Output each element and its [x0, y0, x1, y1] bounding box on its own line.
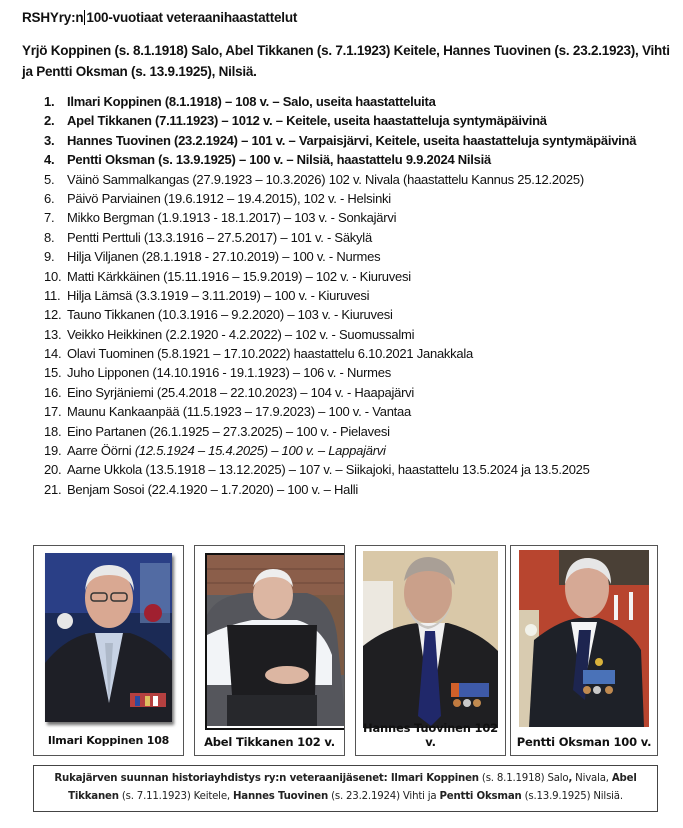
- portrait-photo-koppinen: [45, 553, 172, 722]
- list-number: 16.: [44, 384, 62, 400]
- list-text: Veikko Heikkinen (2.2.1920 - 4.2.2022) – 102 v. - Suomussalmi: [67, 326, 415, 342]
- photo-card-tikkanen: [194, 545, 345, 756]
- title-part-1: RSHYry:n: [22, 10, 84, 25]
- list-item: [44, 441, 676, 460]
- list-item: [44, 267, 676, 286]
- list-number: 13.: [44, 326, 62, 342]
- photo-caption: Ilmari Koppinen 108: [47, 734, 170, 747]
- list-number: 19.: [44, 443, 62, 459]
- caption-text-2: (s. 7.11.1923) Keitele,: [118, 791, 233, 802]
- list-number: 12.: [44, 307, 62, 323]
- title-part-2: 100-vuotiaat veteraanihaastattelut: [86, 10, 298, 25]
- list-item: [44, 460, 676, 479]
- photo-caption: Pentti Oksman 100 v.: [516, 735, 652, 749]
- list-number: 3.: [44, 132, 55, 148]
- list-number: 7.: [44, 210, 55, 226]
- list-text: Eino Syrjäniemi (25.4.2018 – 22.10.2023) – 104 v. - Haapajärvi: [67, 384, 415, 400]
- caption-comma: ,: [568, 773, 573, 784]
- list-item: [44, 402, 676, 421]
- list-number: 21.: [44, 481, 62, 497]
- list-item: [44, 208, 676, 227]
- list-number: 11.: [44, 287, 61, 303]
- list-text: Päivö Parviainen (19.6.1912 – 19.4.2015), 102 v. - Helsinki: [67, 190, 391, 206]
- list-item: [44, 92, 676, 111]
- list-text: Pentti Oksman (s. 13.9.1925) – 100 v. – Nilsiä, haastattelu 9.9.2024 Nilsiä: [67, 152, 491, 168]
- list-text: Väinö Sammalkangas (27.9.1923 – 10.3.2026) 102 v. Nivala (haastattelu Kannus 25.12.2025): [67, 171, 584, 187]
- list-number: 8.: [44, 229, 55, 245]
- list-item: [44, 325, 676, 344]
- list-text: Eino Partanen (26.1.1925 – 27.3.2025) – 100 v. - Pielavesi: [67, 423, 390, 439]
- caption-bold-4: Pentti Oksman: [439, 791, 522, 802]
- list-number: 15.: [44, 365, 62, 381]
- intro-paragraph: Yrjö Koppinen (s. 8.1.1918) Salo, Abel Tikkanen (s. 7.1.1923) Keitele, Hannes Tuovinen (s. 23.2.1923), Vihti ja Pentti Oksman (s. 13.9.1925), Nilsiä.: [22, 43, 670, 79]
- list-text: Pentti Perttuli (13.3.1916 – 27.5.2017) – 101 v. - Säkylä: [67, 229, 372, 245]
- caption-text-4: (s.13.9.1925) Nilsiä.: [521, 791, 623, 802]
- list-number: 2.: [44, 113, 55, 129]
- list-text: Maunu Kankaanpää (11.5.1923 – 17.9.2023) – 100 v. - Vantaa: [67, 404, 411, 420]
- caption-text-3: (s. 23.2.1924) Vihti ja: [328, 791, 440, 802]
- list-item: [44, 189, 676, 208]
- list-text: Hilja Lämsä (3.3.1919 – 3.11.2019) – 100 v. - Kiuruvesi: [67, 287, 370, 303]
- list-item: [44, 422, 676, 441]
- list-text: Aarre Öörni: [67, 443, 135, 459]
- list-number: 9.: [44, 249, 55, 265]
- list-text: Apel Tikkanen (7.11.1923) – 1012 v. – Keitele, useita haastatteluja syntymäpäivinä: [67, 113, 547, 129]
- list-number: 5.: [44, 171, 55, 187]
- document-title: [22, 10, 297, 25]
- list-text: Matti Kärkkäinen (15.11.1916 – 15.9.2019) – 102 v. - Kiuruvesi: [67, 268, 411, 284]
- list-item: [44, 344, 676, 363]
- caption-bold-1: Rukajärven suunnan historiayhdistys ry:n veteraanijäsenet: Ilmari Koppinen: [54, 773, 479, 784]
- list-text: Mikko Bergman (1.9.1913 - 18.1.2017) – 103 v. - Sonkajärvi: [67, 210, 397, 226]
- list-item: [44, 170, 676, 189]
- portrait-photo-tuovinen: [363, 551, 498, 728]
- portrait-photo-tikkanen: [205, 553, 344, 730]
- list-text: Hilja Viljanen (28.1.1918 - 27.10.2019) – 100 v. - Nurmes: [67, 249, 381, 265]
- list-text: Aarne Ukkola (13.5.1918 – 13.12.2025) – 107 v. – Siikajoki, haastattelu 13.5.2024 ja 13.5.2025: [67, 462, 590, 478]
- caption-bold-2: Abel Tikkanen: [68, 773, 637, 802]
- caption-text-1: (s. 8.1.1918) Salo: [478, 773, 569, 784]
- list-item: [44, 131, 676, 150]
- caption-text-1b: Nivala,: [572, 773, 612, 784]
- list-item: [44, 305, 676, 324]
- list-text: Juho Lipponen (14.10.1916 - 19.1.1923) – 106 v. - Nurmes: [67, 365, 391, 381]
- veteran-list: [44, 92, 676, 499]
- list-number: 14.: [44, 346, 62, 362]
- list-number: 10.: [44, 268, 62, 284]
- list-number: 17.: [44, 404, 62, 420]
- list-item: [44, 111, 676, 130]
- list-text: Ilmari Koppinen (8.1.1918) – 108 v. – Salo, useita haastatteluita: [67, 94, 436, 109]
- caption-bold-3: Hannes Tuovinen: [232, 791, 329, 802]
- list-item: [44, 480, 676, 499]
- list-item: [44, 150, 676, 169]
- photo-card-koppinen: [33, 545, 184, 756]
- list-item: [44, 383, 676, 402]
- photo-card-oksman: [510, 545, 658, 756]
- list-item: [44, 363, 676, 382]
- list-number: 20.: [44, 462, 62, 478]
- list-text-italic: (12.5.1924 – 15.4.2025) – 100 v. – Lappajärvi: [134, 443, 386, 459]
- list-text: Benjam Sosoi (22.4.1920 – 1.7.2020) – 100 v. – Halli: [67, 481, 359, 497]
- photo-caption: Hannes Tuovinen 102 v.: [363, 721, 498, 749]
- list-item: [44, 286, 676, 305]
- list-text: Olavi Tuominen (5.8.1921 – 17.10.2022) haastattelu 6.10.2021 Janakkala: [67, 346, 474, 362]
- photo-card-tuovinen: [355, 545, 506, 756]
- list-text: Tauno Tikkanen (10.3.1916 – 9.2.2020) – 103 v. - Kiuruvesi: [67, 307, 393, 323]
- photo-caption: Abel Tikkanen 102 v.: [204, 735, 335, 749]
- list-number: 4.: [44, 152, 55, 168]
- list-item: [44, 247, 676, 266]
- list-item: [44, 228, 676, 247]
- portrait-photo-oksman: [519, 550, 649, 727]
- list-number: 18.: [44, 423, 62, 439]
- list-text: Hannes Tuovinen (23.2.1924) – 101 v. – Varpaisjärvi, Keitele, useita haastatteluja syntymäpäivinä: [67, 132, 637, 148]
- list-number: 1.: [44, 94, 55, 109]
- members-caption-box: [33, 765, 658, 812]
- list-number: 6.: [44, 190, 55, 206]
